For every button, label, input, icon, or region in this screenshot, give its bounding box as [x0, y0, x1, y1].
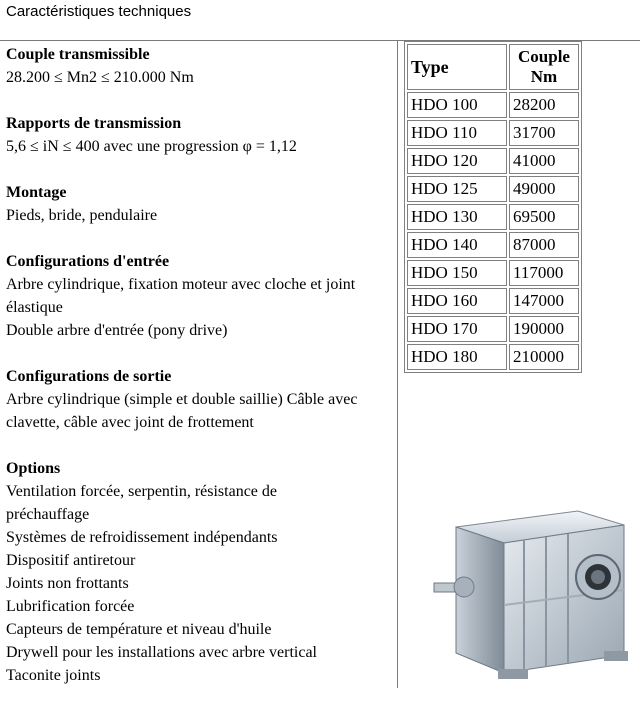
cell-couple: 147000 [509, 288, 579, 314]
gearbox-image [428, 505, 638, 683]
section-line: Arbre cylindrique (simple et double saillie) Câble avec [6, 391, 358, 408]
column-header-couple [509, 44, 579, 90]
cell-type: HDO 160 [407, 288, 507, 314]
section-line: préchauffage [6, 506, 90, 523]
table-row [407, 344, 579, 370]
table-row [407, 120, 579, 146]
section-line: Drywell pour les installations avec arbre vertical [6, 644, 317, 661]
section-line: clavette, câble avec joint de frottement [6, 414, 254, 431]
section-line: Lubrification forcée [6, 598, 135, 615]
column-divider [397, 40, 398, 688]
section-heading: Configurations de sortie [6, 368, 172, 385]
section-heading: Options [6, 460, 61, 477]
cell-couple: 49000 [509, 176, 579, 202]
section-line: élastique [6, 299, 63, 316]
section-heading: Rapports de transmission [6, 115, 182, 132]
cell-couple: 31700 [509, 120, 579, 146]
cell-type: HDO 110 [407, 120, 507, 146]
table-row [407, 148, 579, 174]
section-line: Taconite joints [6, 667, 101, 684]
section-heading: Configurations d'entrée [6, 253, 170, 270]
cell-type: HDO 130 [407, 204, 507, 230]
cell-type: HDO 150 [407, 260, 507, 286]
table-row [407, 92, 579, 118]
table-header-row [407, 44, 579, 90]
column-header-type: Type [407, 44, 507, 90]
table-row [407, 204, 579, 230]
section-line: Pieds, bride, pendulaire [6, 207, 158, 224]
section-config-sortie [6, 365, 391, 434]
page-title: Caractéristiques techniques [6, 3, 192, 20]
section-line: Double arbre d'entrée (pony drive) [6, 322, 228, 339]
table-row [407, 260, 579, 286]
section-heading: Montage [6, 184, 67, 201]
section-line: Arbre cylindrique, fixation moteur avec cloche et joint [6, 276, 356, 293]
spec-sections [6, 43, 391, 710]
table-row [407, 288, 579, 314]
table-row [407, 316, 579, 342]
table-row [407, 232, 579, 258]
cell-type: HDO 170 [407, 316, 507, 342]
section-rapports [6, 112, 391, 158]
cell-couple: 210000 [509, 344, 579, 370]
cell-couple: 190000 [509, 316, 579, 342]
section-couple [6, 43, 391, 89]
cell-couple: 87000 [509, 232, 579, 258]
section-montage [6, 181, 391, 227]
table-row [407, 176, 579, 202]
cell-type: HDO 180 [407, 344, 507, 370]
section-line: 5,6 ≤ iN ≤ 400 avec une progression φ = 1,12 [6, 138, 297, 155]
section-line: Dispositif antiretour [6, 552, 136, 569]
section-line: Systèmes de refroidissement indépendants [6, 529, 278, 546]
column-header-couple-line2: Nm [530, 67, 558, 86]
cell-couple: 117000 [509, 260, 579, 286]
cell-couple: 28200 [509, 92, 579, 118]
section-options [6, 457, 391, 687]
cell-type: HDO 125 [407, 176, 507, 202]
section-line: 28.200 ≤ Mn2 ≤ 210.000 Nm [6, 69, 194, 86]
section-heading: Couple transmissible [6, 46, 150, 63]
cell-couple: 41000 [509, 148, 579, 174]
section-line: Ventilation forcée, serpentin, résistance de [6, 483, 277, 500]
cell-couple: 69500 [509, 204, 579, 230]
torque-table [404, 41, 582, 373]
section-line: Capteurs de température et niveau d'huile [6, 621, 272, 638]
section-config-entree [6, 250, 391, 342]
cell-type: HDO 100 [407, 92, 507, 118]
cell-type: HDO 140 [407, 232, 507, 258]
section-line: Joints non frottants [6, 575, 129, 592]
column-header-couple-line1: Couple [518, 47, 570, 66]
cell-type: HDO 120 [407, 148, 507, 174]
